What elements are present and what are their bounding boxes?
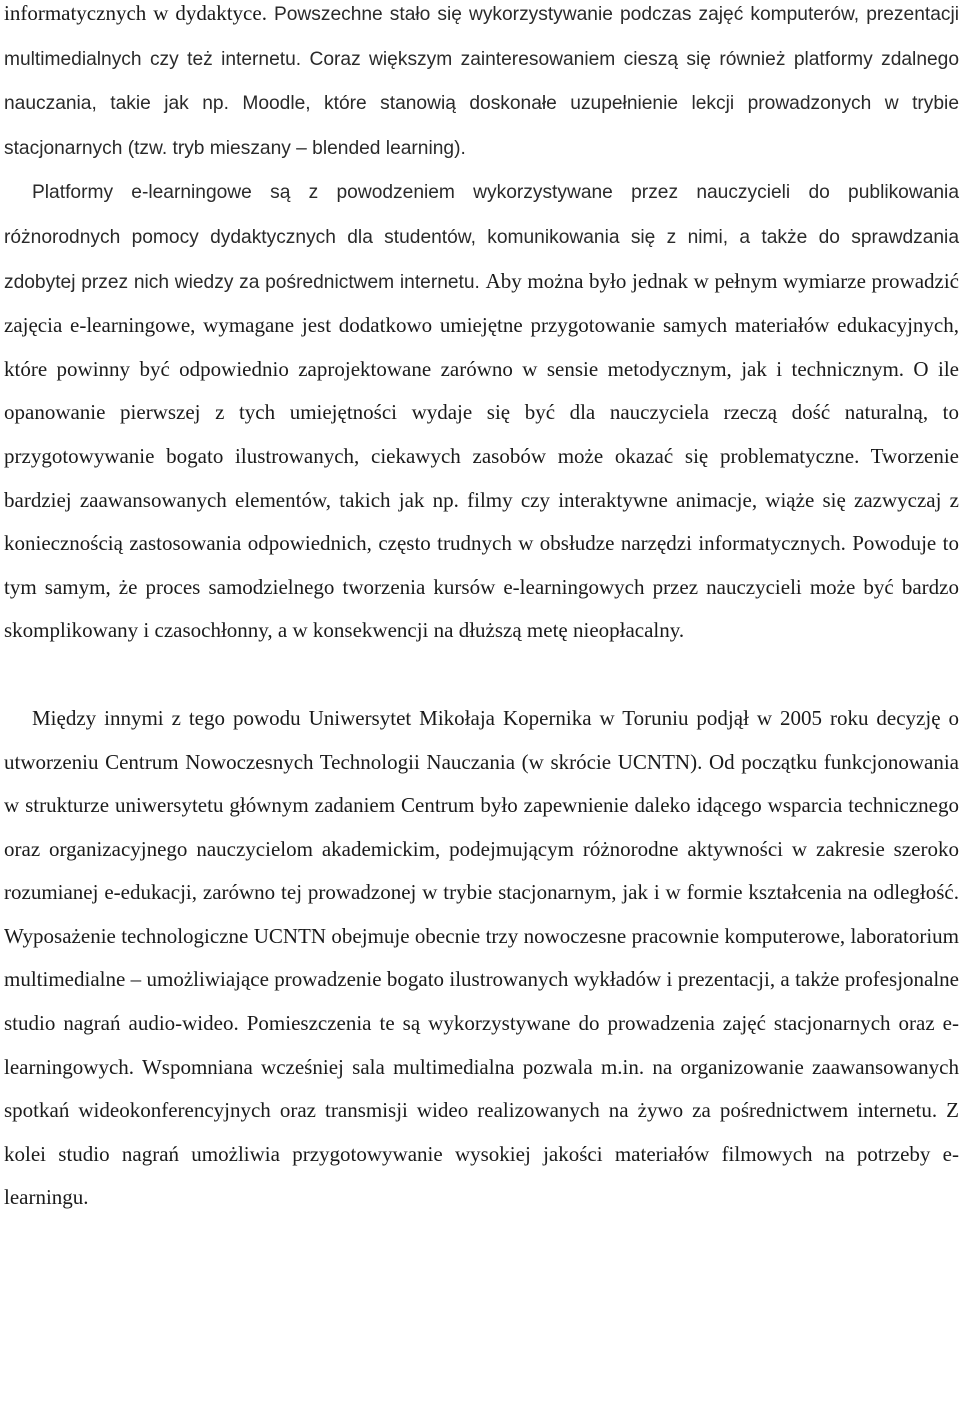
paragraph-1-segment-1: informatycznych w dydaktyce.	[4, 1, 274, 25]
paragraph-2-segment-2: Aby można było jednak w pełnym wymiarze prowadzić zajęcia e-learningowe, wymagane jest dodatkowo umiejętne przygotowanie samych materiałów edukacyjnych, które powinny być odpowiednio zaprojektowane zarówno w sensie metodycznym, jak i technicznym. O ile opanowanie pierwszej z tych umiejętności wydaje się być dla nauczyciela rzeczą dość naturalną, to przygotowywanie bogato ilustrowanych, ciekawych zasobów może okazać się problematyczne. Tworzenie bardziej zaawansowanych elementów, takich jak np. filmy czy interaktywne animacje, wiąże się zazwyczaj z koniecznością zastosowania odpowiednich, często trudnych w obsłudze narzędzi informatycznych. Powoduje to tym samym, że proces samodzielnego tworzenia kursów e-learningowych przez nauczycieli może być bardzo skomplikowany i czasochłonny, a w konsekwencji na dłuższą metę nieopłacalny.	[4, 268, 959, 643]
paragraph-2	[4, 170, 959, 653]
paragraph-gap	[4, 653, 959, 697]
paragraph-1	[4, 0, 959, 170]
paragraph-2-segment-1: Platformy e-learningowe są z powodzeniem wykorzystywane przez nauczycieli do publikowania różnorodnych pomocy dydaktycznych dla studentów, komunikowania się z nimi, a także do sprawdzania zdobytej przez nich wiedzy za pośrednictwem internetu.	[4, 182, 959, 293]
paragraph-3-segment-1: Między innymi z tego powodu Uniwersytet Mikołaja Kopernika w Toruniu podjął w 2005 roku decyzję o utworzeniu Centrum Nowoczesnych Technologii Nauczania (w skrócie UCNTN). Od początku funkcjonowania w strukturze uniwersytetu głównym zadaniem Centrum było zapewnienie daleko idącego wsparcia technicznego oraz organizacyjnego nauczycielom akademickim, podejmującym różnorodne aktywności w zakresie szeroko rozumianej e-edukacji, zarówno tej prowadzonej w trybie stacjonarnym, jak i w formie kształcenia na odległość. Wyposażenie technologiczne UCNTN obejmuje obecnie trzy nowoczesne pracownie komputerowe, laboratorium multimedialne – umożliwiające prowadzenie bogato ilustrowanych wykładów i prezentacji, a także profesjonalne studio nagrań audio-wideo. Pomieszczenia te są wykorzystywane do prowadzenia zajęć stacjonarnych oraz e-learningowych. Wspomniana wcześniej sala multimedialna pozwala m.in. na organizowanie zaawansowanych spotkań wideokonferencyjnych oraz transmisji wideo realizowanych na żywo za pośrednictwem internetu. Z kolei studio nagrań umożliwia przygotowywanie wysokiej jakości materiałów filmowych na potrzeby e-learningu.	[4, 705, 959, 1210]
paragraph-1-segment-2: Powszechne stało się wykorzystywanie podczas zajęć komputerów, prezentacji multimedialnych czy też internetu. Coraz większym zainteresowaniem cieszą się również platformy zdalnego nauczania, takie jak np. Moodle, które stanowią doskonałe uzupełnienie lekcji prowadzonych w trybie stacjonarnych (tzw. tryb mieszany – blended learning).	[4, 4, 959, 159]
paragraph-3	[4, 697, 959, 1220]
document-page	[4, 0, 959, 1220]
